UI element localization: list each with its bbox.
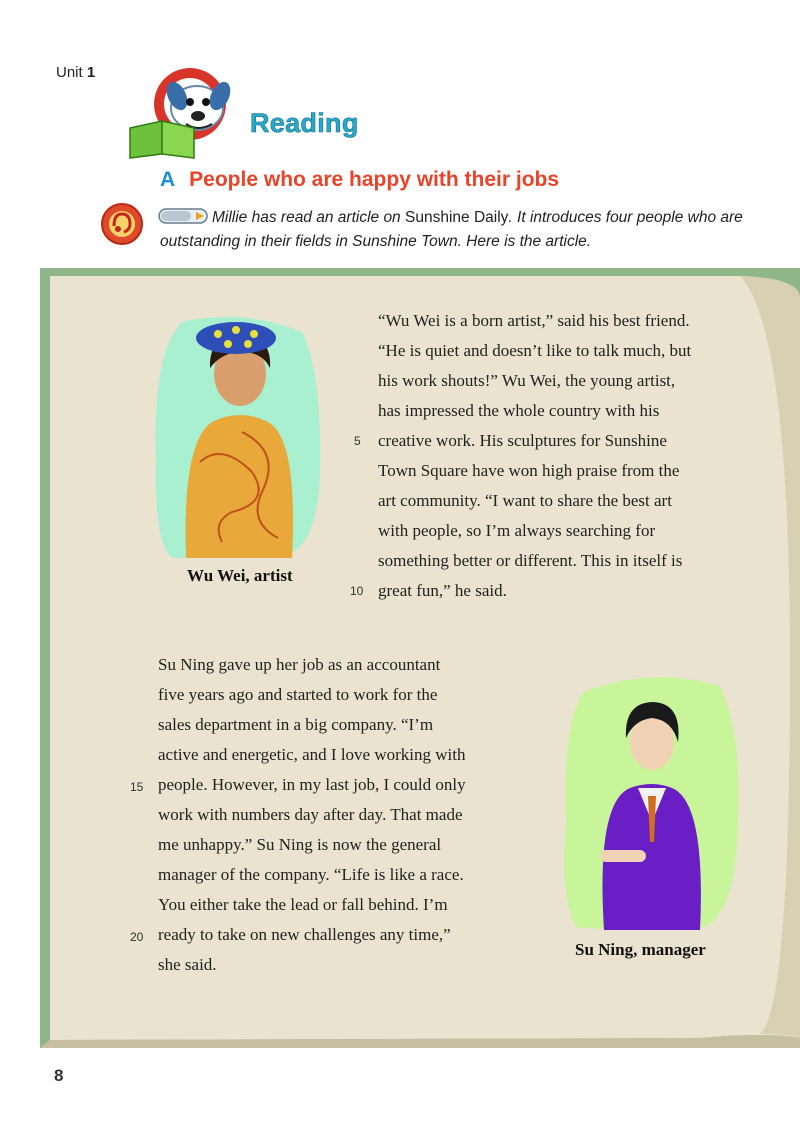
publication-name: Sunshine Daily — [405, 209, 509, 226]
intro-part1: Millie has read an article on — [212, 209, 405, 226]
line-number-10: 10 — [350, 584, 364, 598]
text-line: sales department in a big company. “I’m — [158, 715, 434, 734]
intro-part2: . It introduces four people who are outstanding in their fields in Sunshine Town. Here is the article. — [160, 209, 743, 250]
text-line: with people, so I’m always searching for — [378, 521, 656, 540]
text-line: “He is quiet and doesn’t like to talk much, but — [378, 341, 692, 360]
text-line: “Wu Wei is a born artist,” said his best friend. — [378, 311, 690, 330]
unit-label — [56, 64, 95, 81]
caption-su-ning: Su Ning, manager — [575, 940, 706, 959]
wu-wei-illustration — [152, 312, 322, 560]
unit-number: 1 — [86, 64, 96, 81]
open-book-icon — [130, 121, 194, 158]
text-line: active and energetic, and I love working with — [158, 745, 466, 764]
text-line: Town Square have won high praise from the — [378, 461, 680, 480]
text-line: has impressed the whole country with his — [378, 401, 660, 420]
page-number: 8 — [54, 1066, 64, 1085]
text-line: manager of the company. “Life is like a race. — [158, 865, 464, 884]
text-line: something better or different. This in itself is — [378, 551, 683, 570]
text-line: his work shouts!” Wu Wei, the young artist, — [378, 371, 676, 390]
text-line: Su Ning gave up her job as an accountant — [158, 655, 441, 674]
listening-icon[interactable] — [100, 202, 144, 246]
section-heading — [160, 168, 559, 192]
text-line: me unhappy.” Su Ning is now the general — [158, 835, 442, 854]
intro-text — [160, 206, 760, 254]
text-line: creative work. His sculptures for Sunshine — [378, 431, 667, 450]
text-line: art community. “I want to share the best art — [378, 491, 672, 510]
paragraph-wu-wei — [378, 306, 758, 606]
section-title-reading: Reading — [250, 108, 359, 138]
paragraph-su-ning — [158, 650, 518, 980]
text-line: people. However, in my last job, I could only — [158, 775, 466, 794]
text-line: five years ago and started to work for the — [158, 685, 438, 704]
line-number-5: 5 — [354, 434, 361, 448]
text-line: ready to take on new challenges any time,” — [158, 925, 451, 944]
unit-word: Unit — [56, 64, 83, 81]
text-line: You either take the lead or fall behind. I’m — [158, 895, 448, 914]
line-number-20: 20 — [130, 930, 144, 944]
text-line: she said. — [158, 955, 217, 974]
section-title: People who are happy with their jobs — [189, 168, 560, 191]
caption-wu-wei: Wu Wei, artist — [187, 566, 293, 585]
section-letter: A — [160, 168, 176, 191]
text-line: great fun,” he said. — [378, 581, 507, 600]
text-line: work with numbers day after day. That made — [158, 805, 463, 824]
su-ning-illustration — [560, 672, 742, 934]
line-number-15: 15 — [130, 780, 144, 794]
